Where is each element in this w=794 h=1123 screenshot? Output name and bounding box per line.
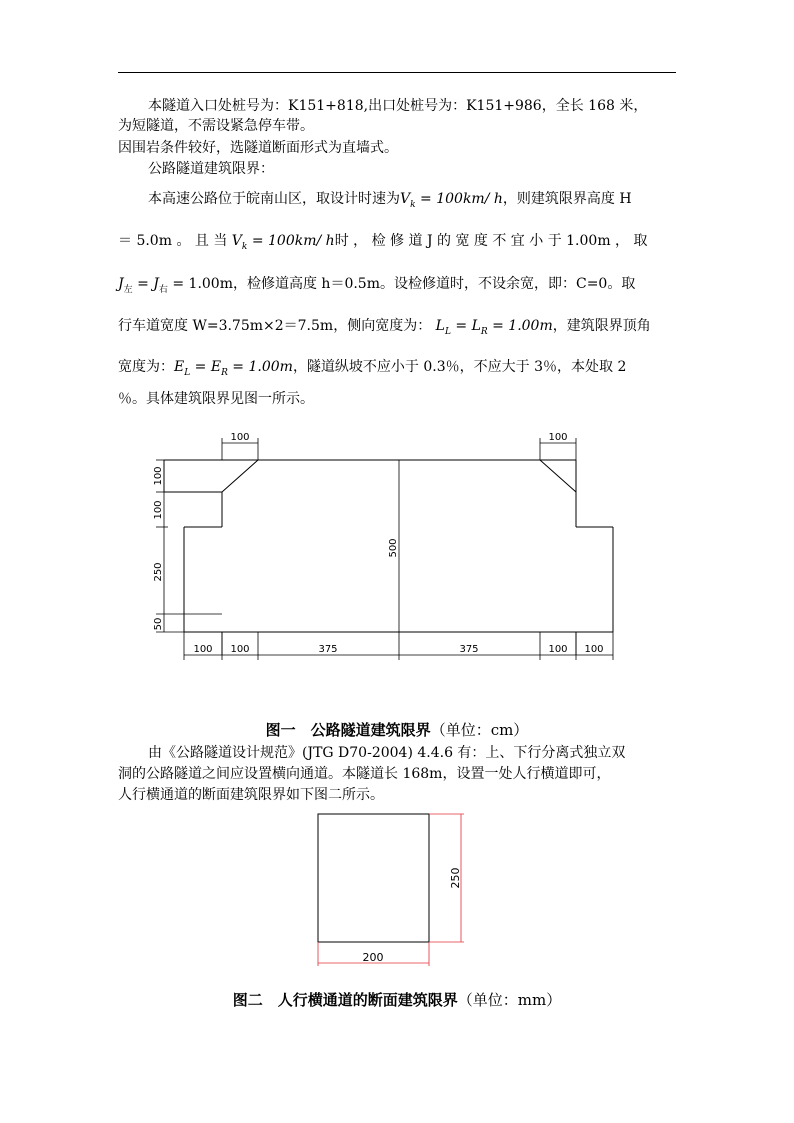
text-segment: ＝ 5.0m 。 且 当 <box>118 233 228 249</box>
dim-label-bottom-100d: 100 <box>584 644 604 655</box>
formula-var: L <box>435 318 445 334</box>
formula-sub: L <box>444 326 451 337</box>
text-segment: ，隧道纵坡不应小于 0.3％，不应大于 3％，本处取 2 <box>292 359 627 375</box>
dimension-lines <box>156 438 613 660</box>
formula-var: E <box>174 359 185 375</box>
passage-outline <box>318 814 429 942</box>
formula-sub: k <box>241 241 248 252</box>
caption-unit: （单位：mm） <box>457 991 562 1009</box>
formula-sub: 左 <box>123 284 133 295</box>
para-5-line-1: 由《公路隧道设计规范》(JTG D70-2004) 4.4.6 有：上、下行分离式独立双 <box>148 745 626 761</box>
dim-label-bottom-100a: 100 <box>193 644 213 655</box>
dim-label-top-right: 100 <box>548 432 568 443</box>
formula-var: J <box>118 276 124 292</box>
dim-label-side-250: 250 <box>153 562 164 582</box>
figure-1-caption <box>118 720 676 740</box>
dimension-labels <box>153 432 604 655</box>
formula-eq: = L <box>450 318 481 334</box>
caption-unit: （单位：cm） <box>430 721 529 739</box>
formula-sub: R <box>221 367 228 378</box>
dim-label-top-left: 100 <box>230 432 250 443</box>
text-segment: 行车道宽度 W=3.75m×2＝7.5m，侧向宽度为： <box>118 318 432 334</box>
dim-label-bottom-375a: 375 <box>318 644 338 655</box>
formula-rhs: = 1.00m <box>487 318 553 334</box>
para-5-line-3: 人行横通道的断面建筑限界如下图二所示。 <box>118 787 384 803</box>
formula-rhs: = 1.00m <box>167 276 233 292</box>
para-1-line-2: 为短隧道，不需设紧急停车带。 <box>118 118 314 134</box>
outline-left-chamfer <box>222 460 258 492</box>
figure-2-passage-clearance <box>318 814 464 966</box>
dim-label-side-100b: 100 <box>153 500 164 520</box>
formula-rhs: = 100km/ h <box>247 233 335 249</box>
para-4-line-6: ％。具体建筑限界见图一所示。 <box>118 391 314 407</box>
formula-var: V <box>400 191 411 207</box>
dim-label-side-100a: 100 <box>153 466 164 486</box>
dim-label-bottom-100c: 100 <box>548 644 568 655</box>
dim-label-height-500: 500 <box>388 538 399 558</box>
dim-label-passage-width: 200 <box>362 951 384 964</box>
formula-sub: L <box>184 367 191 378</box>
para-5-line-2: 洞的公路隧道之间应设置横向通道。本隧道长 168m，设置一处人行横道即可， <box>118 766 611 782</box>
formula-sub: 右 <box>158 284 168 295</box>
caption-title: 图二 人行横通道的断面建筑限界 <box>232 991 458 1009</box>
dim-label-passage-height: 250 <box>449 867 462 889</box>
formula-rhs: = 100km/ h <box>415 191 503 207</box>
text-segment: 时 ， 检 修 道 J 的 宽 度 不 宜 小 于 1.00m ， 取 <box>334 233 648 249</box>
figure-2-caption <box>118 990 676 1010</box>
text-segment: ，检修道高度 h＝0.5m。设检修道时，不设余宽，即：C=0。取 <box>232 276 636 292</box>
formula-eq: = J <box>132 276 159 292</box>
dim-label-bottom-375b: 375 <box>459 644 479 655</box>
para-3: 公路隧道建筑限界： <box>148 161 274 177</box>
formula-rhs: = 1.00m <box>227 359 293 375</box>
outline-right-chamfer <box>540 460 576 492</box>
text-segment: ，则建筑限界高度 H <box>502 191 632 207</box>
para-2: 因围岩条件较好，选隧道断面形式为直墙式。 <box>118 140 398 156</box>
para-1-line-1: 本隧道入口处桩号为：K151+818,出口处桩号为：K151+986，全长 168 米， <box>148 98 648 114</box>
text-segment: ，建筑限界顶角 <box>552 318 651 334</box>
formula-var: V <box>231 233 242 249</box>
dim-label-bottom-100b: 100 <box>230 644 250 655</box>
text-segment: 宽度为： <box>118 359 174 375</box>
passage-dimensions <box>318 814 464 966</box>
text-segment: 本高速公路位于皖南山区，取设计时速为 <box>148 191 400 207</box>
dim-label-side-50: 50 <box>153 617 164 631</box>
formula-sub: R <box>480 326 488 337</box>
formula-sub: k <box>410 199 416 210</box>
caption-title: 图一 公路隧道建筑限界 <box>265 721 431 739</box>
formula-eq: = E <box>190 359 222 375</box>
